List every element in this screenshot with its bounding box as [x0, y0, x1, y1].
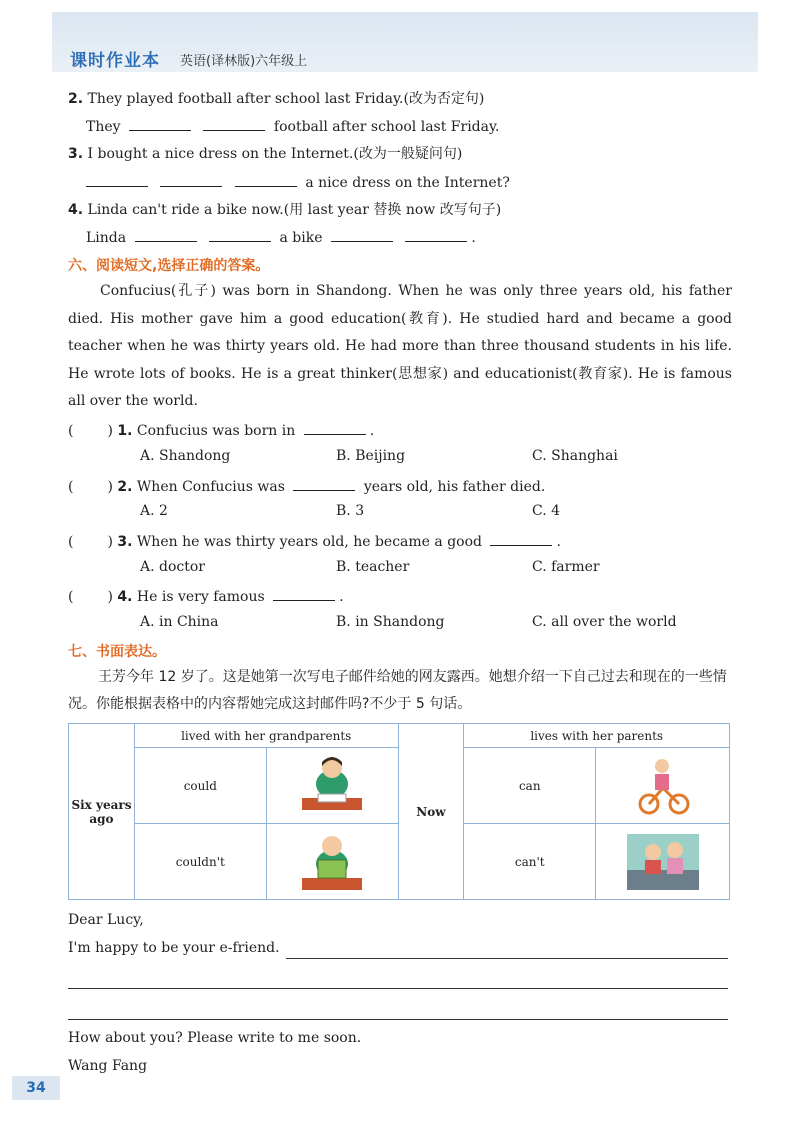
mc-question-3: ( ) 3. When he was thirty years old, he became a good . — [68, 531, 561, 550]
reading-passage: Confucius(孔子) was born in Shandong. When he was only three years old, his father died. His mother gave him a good education(教育). He studied hard and became a good teacher when he was thirty years old. He had more than three thousand students in his life. He wrote lots of books. He is a great thinker(思想家) and educationist(教育家). He is famous all over the world. — [68, 283, 732, 409]
page-header — [52, 12, 758, 72]
option-c[interactable]: C. 4 — [532, 503, 561, 519]
answer-blank[interactable] — [129, 116, 191, 131]
option-a[interactable]: A. doctor — [140, 559, 205, 575]
writing-line[interactable] — [68, 1019, 728, 1020]
writing-line[interactable] — [68, 988, 728, 989]
letter-greeting: Dear Lucy, — [68, 912, 144, 928]
past-header: lived with her grandparents — [134, 724, 398, 748]
past-label: Six years ago — [69, 724, 135, 900]
option-b[interactable]: B. teacher — [336, 559, 410, 575]
answer-blank[interactable] — [160, 172, 222, 187]
writing-line[interactable] — [286, 958, 728, 959]
answer-blank[interactable] — [209, 227, 271, 242]
writing-intro: 王芳今年 12 岁了。这是她第一次写电子邮件给她的网友露西。她想介绍一下自己过去和现在的一些情况。你能根据表格中的内容帮她完成这封邮件吗?不少于 5 句话。 — [68, 669, 727, 712]
answer-blank[interactable] — [405, 227, 467, 242]
section-6-title: 六、阅读短文,选择正确的答案。 — [68, 258, 270, 274]
drawing-image — [266, 748, 398, 824]
subject-title: 英语(译林版)六年级上 — [180, 54, 308, 69]
question-3-prompt: 3. I bought a nice dress on the Internet.(改为一般疑问句) — [68, 146, 463, 162]
letter-closing: How about you? Please write to me soon. — [68, 1030, 362, 1046]
question-4-answer-line: Linda a bike . — [86, 227, 476, 246]
option-a[interactable]: A. 2 — [140, 503, 168, 519]
brand-title: 课时作业本 — [70, 51, 160, 71]
question-2-prompt: 2. They played football after school last Friday.(改为否定句) — [68, 91, 485, 107]
answer-blank[interactable] — [203, 116, 265, 131]
question-4-prompt: 4. Linda can't ride a bike now.(用 last year 替换 now 改写句子) — [68, 202, 502, 218]
bike-image — [596, 748, 730, 824]
reading-image — [266, 824, 398, 900]
now-label: Now — [398, 724, 464, 900]
answer-blank[interactable] — [235, 172, 297, 187]
mc-question-2: ( ) 2. When Confucius was years old, his father died. — [68, 476, 545, 495]
answer-blank[interactable] — [86, 172, 148, 187]
couldnt-label: couldn't — [134, 824, 266, 900]
letter-signature: Wang Fang — [68, 1058, 148, 1074]
answer-blank[interactable] — [135, 227, 197, 242]
cant-label: can't — [464, 824, 596, 900]
letter-first-line: I'm happy to be your e-friend. — [68, 940, 280, 956]
option-c[interactable]: C. Shanghai — [532, 448, 618, 464]
option-c[interactable]: C. farmer — [532, 559, 600, 575]
option-b[interactable]: B. in Shandong — [336, 614, 445, 630]
mc-question-4: ( ) 4. He is very famous . — [68, 586, 344, 605]
option-b[interactable]: B. Beijing — [336, 448, 406, 464]
option-c[interactable]: C. all over the world — [532, 614, 677, 630]
answer-blank[interactable] — [293, 476, 355, 491]
info-table — [68, 723, 730, 900]
now-header: lives with her parents — [464, 724, 730, 748]
cooking-image — [596, 824, 730, 900]
section-7-title: 七、书面表达。 — [68, 644, 166, 660]
option-a[interactable]: A. in China — [140, 614, 219, 630]
mc-question-1: ( ) 1. Confucius was born in . — [68, 420, 374, 439]
can-label: can — [464, 748, 596, 824]
answer-blank[interactable] — [490, 531, 552, 546]
option-b[interactable]: B. 3 — [336, 503, 365, 519]
page-number: 34 — [12, 1076, 60, 1100]
option-a[interactable]: A. Shandong — [140, 448, 231, 464]
answer-blank[interactable] — [273, 586, 335, 601]
question-2-answer-line: They football after school last Friday. — [86, 116, 500, 135]
question-3-answer-line: a nice dress on the Internet? — [86, 172, 510, 191]
answer-blank[interactable] — [304, 420, 366, 435]
could-label: could — [134, 748, 266, 824]
answer-blank[interactable] — [331, 227, 393, 242]
